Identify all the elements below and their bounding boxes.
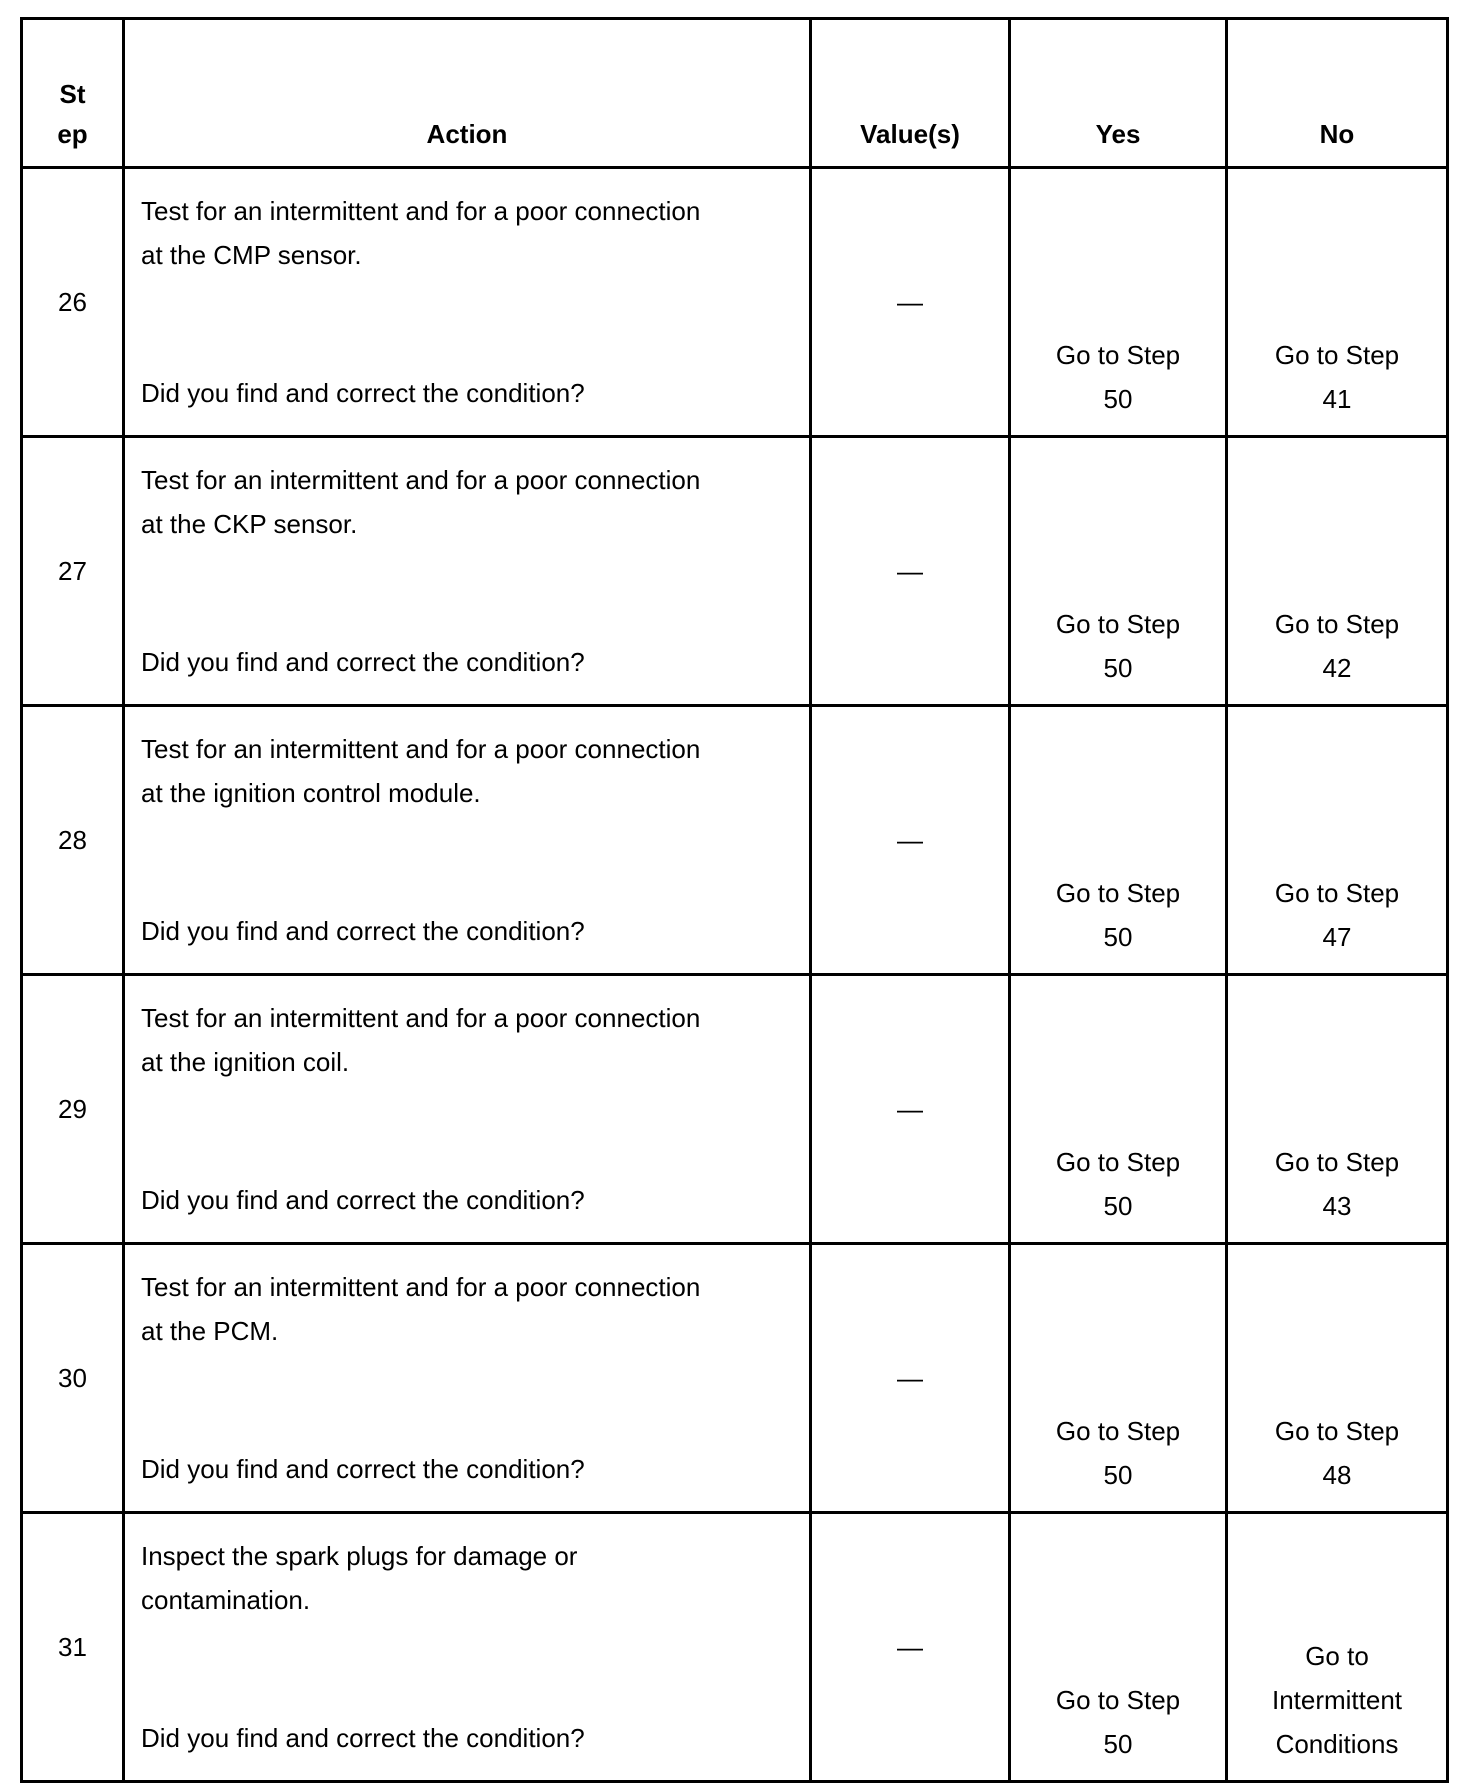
action-text-line2: at the ignition coil.	[141, 1047, 350, 1077]
no-cell	[1227, 1513, 1448, 1782]
action-question: Did you find and correct the condition?	[141, 916, 585, 946]
header-step-line2: ep	[57, 119, 88, 149]
no-text-line1: Go to Step	[1274, 609, 1400, 639]
value-cell: —	[811, 975, 1010, 1244]
table-row	[22, 437, 1448, 706]
yes-text-line1: Go to Step	[1055, 1416, 1181, 1446]
yes-text-line2: 50	[1103, 1191, 1133, 1221]
header-values: Value(s)	[811, 19, 1010, 168]
no-text-line1: Go to Step	[1274, 878, 1400, 908]
yes-cell	[1010, 706, 1227, 975]
no-text-line2: 48	[1322, 1460, 1352, 1490]
action-question: Did you find and correct the condition?	[141, 647, 585, 677]
step-number: 27	[22, 437, 124, 706]
table-row	[22, 168, 1448, 437]
action-text-line2: at the CKP sensor.	[141, 509, 358, 539]
no-text-line2: 42	[1322, 653, 1352, 683]
diagnostic-table-page	[20, 17, 1449, 1783]
no-text-line2: 43	[1322, 1191, 1352, 1221]
no-cell	[1227, 1244, 1448, 1513]
yes-cell	[1010, 1244, 1227, 1513]
action-cell	[124, 168, 811, 437]
header-step	[22, 19, 124, 168]
step-number: 26	[22, 168, 124, 437]
yes-text-line2: 50	[1103, 1729, 1133, 1759]
action-cell	[124, 1244, 811, 1513]
action-text-line1: Test for an intermittent and for a poor connection	[141, 196, 701, 226]
value-cell: —	[811, 168, 1010, 437]
header-action: Action	[124, 19, 811, 168]
yes-cell	[1010, 168, 1227, 437]
no-cell	[1227, 975, 1448, 1244]
step-number: 30	[22, 1244, 124, 1513]
step-number: 29	[22, 975, 124, 1244]
action-text-line1: Test for an intermittent and for a poor connection	[141, 1272, 701, 1302]
diagnostic-steps-table	[20, 17, 1449, 1783]
no-text-line2: 41	[1322, 384, 1352, 414]
yes-text-line1: Go to Step	[1055, 1147, 1181, 1177]
header-yes: Yes	[1010, 19, 1227, 168]
action-text-line2: at the PCM.	[141, 1316, 279, 1346]
yes-text-line2: 50	[1103, 922, 1133, 952]
action-text-line1: Test for an intermittent and for a poor connection	[141, 734, 701, 764]
table-row	[22, 706, 1448, 975]
value-cell: —	[811, 1513, 1010, 1782]
yes-text-line1: Go to Step	[1055, 878, 1181, 908]
no-text-line3: Conditions	[1275, 1729, 1399, 1759]
yes-text-line2: 50	[1103, 653, 1133, 683]
action-text-line2: contamination.	[141, 1585, 311, 1615]
table-row	[22, 1513, 1448, 1782]
action-question: Did you find and correct the condition?	[141, 378, 585, 408]
action-text-line2: at the CMP sensor.	[141, 240, 362, 270]
yes-cell	[1010, 975, 1227, 1244]
step-number: 31	[22, 1513, 124, 1782]
yes-text-line1: Go to Step	[1055, 340, 1181, 370]
action-cell	[124, 437, 811, 706]
yes-text-line1: Go to Step	[1055, 1685, 1181, 1715]
yes-text-line2: 50	[1103, 384, 1133, 414]
action-text-line1: Test for an intermittent and for a poor connection	[141, 1003, 701, 1033]
no-cell	[1227, 706, 1448, 975]
no-text-line2: 47	[1322, 922, 1352, 952]
table-row	[22, 1244, 1448, 1513]
no-text-line1: Go to Step	[1274, 1147, 1400, 1177]
action-text-line1: Test for an intermittent and for a poor connection	[141, 465, 701, 495]
action-question: Did you find and correct the condition?	[141, 1185, 585, 1215]
action-question: Did you find and correct the condition?	[141, 1723, 585, 1753]
step-number: 28	[22, 706, 124, 975]
yes-cell	[1010, 437, 1227, 706]
header-step-line1: St	[59, 79, 86, 109]
header-no: No	[1227, 19, 1448, 168]
no-cell	[1227, 168, 1448, 437]
no-cell	[1227, 437, 1448, 706]
action-cell	[124, 1513, 811, 1782]
action-cell	[124, 975, 811, 1244]
header-row	[22, 19, 1448, 168]
yes-text-line1: Go to Step	[1055, 609, 1181, 639]
action-question: Did you find and correct the condition?	[141, 1454, 585, 1484]
value-cell: —	[811, 437, 1010, 706]
no-text-line1: Go to Step	[1274, 1416, 1400, 1446]
action-cell	[124, 706, 811, 975]
action-text-line1: Inspect the spark plugs for damage or	[141, 1541, 578, 1571]
yes-text-line2: 50	[1103, 1460, 1133, 1490]
value-cell: —	[811, 706, 1010, 975]
no-text-line1: Go to Step	[1274, 340, 1400, 370]
no-text-line1: Go to	[1305, 1641, 1369, 1671]
yes-cell	[1010, 1513, 1227, 1782]
no-text-line2: Intermittent	[1271, 1685, 1403, 1715]
table-row	[22, 975, 1448, 1244]
value-cell: —	[811, 1244, 1010, 1513]
action-text-line2: at the ignition control module.	[141, 778, 481, 808]
